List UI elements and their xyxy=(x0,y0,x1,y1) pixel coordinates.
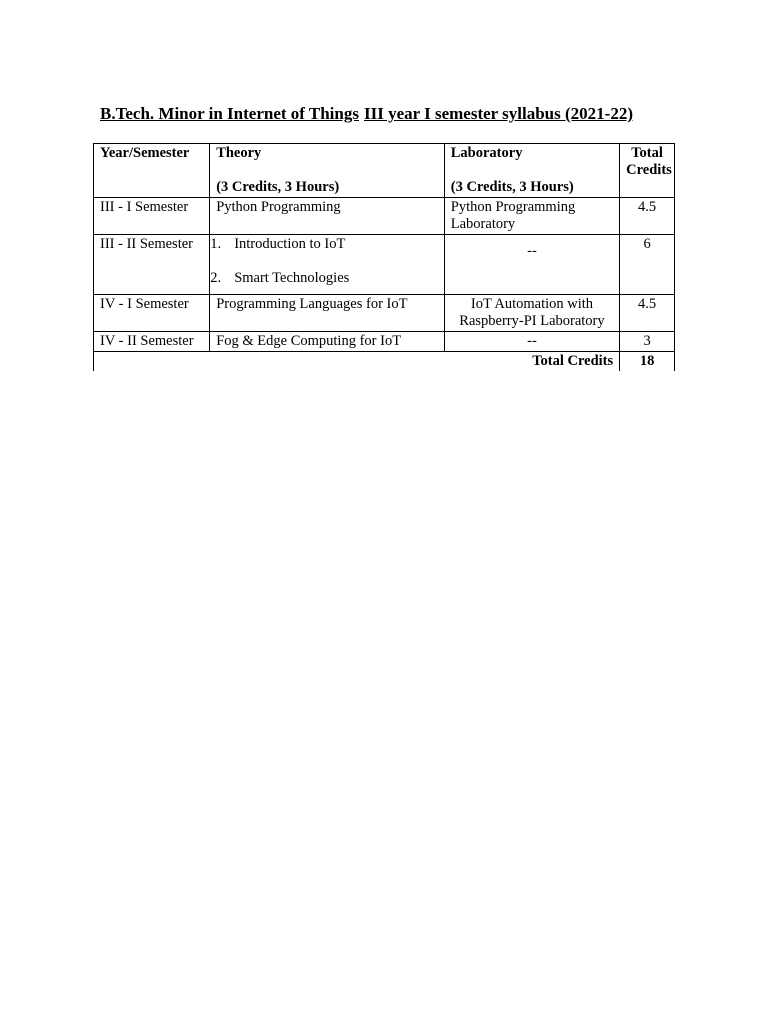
header-theory-label: Theory xyxy=(216,145,262,161)
row-lab: IoT Automation with Raspberry-PI Laboratory xyxy=(444,295,619,332)
total-row xyxy=(94,352,675,372)
header-year-semester: Year/Semester xyxy=(94,144,210,198)
document-title xyxy=(100,103,633,125)
header-theory xyxy=(210,144,445,198)
list-item-text: Smart Technologies xyxy=(234,270,350,286)
table-row xyxy=(94,332,675,352)
list-item-text: Introduction to IoT xyxy=(234,236,346,252)
header-theory-credits: (3 Credits, 3 Hours) xyxy=(216,179,340,195)
total-credits-label: Total Credits xyxy=(94,352,620,372)
row-semester: IV - II Semester xyxy=(94,332,210,352)
row-credits: 3 xyxy=(620,332,675,352)
header-laboratory xyxy=(444,144,619,198)
row-lab: -- xyxy=(444,235,619,295)
header-total-credits: Total Credits xyxy=(620,144,675,198)
row-semester: IV - I Semester xyxy=(94,295,210,332)
title-program: B.Tech. Minor in Internet of Things xyxy=(100,104,359,123)
syllabus-table xyxy=(93,143,675,371)
list-item-number: 2. xyxy=(210,270,222,286)
list-item xyxy=(210,236,438,253)
row-theory: Programming Languages for IoT xyxy=(210,295,445,332)
row-credits: 6 xyxy=(620,235,675,295)
row-theory-list xyxy=(210,235,445,295)
total-credits-value: 18 xyxy=(620,352,675,372)
table-header-row xyxy=(94,144,675,198)
row-lab: -- xyxy=(444,332,619,352)
row-semester: III - II Semester xyxy=(94,235,210,295)
header-laboratory-credits: (3 Credits, 3 Hours) xyxy=(450,179,574,195)
table-row xyxy=(94,198,675,235)
row-credits: 4.5 xyxy=(620,198,675,235)
table-row xyxy=(94,235,675,295)
row-semester: III - I Semester xyxy=(94,198,210,235)
row-theory: Python Programming xyxy=(210,198,445,235)
title-semester: III year I semester syllabus (2021-22) xyxy=(363,104,633,123)
list-item-number: 1. xyxy=(210,236,222,252)
list-item xyxy=(210,270,438,287)
row-credits: 4.5 xyxy=(620,295,675,332)
row-theory: Fog & Edge Computing for IoT xyxy=(210,332,445,352)
table-row xyxy=(94,295,675,332)
header-laboratory-label: Laboratory xyxy=(450,145,523,161)
row-lab: Python Programming Laboratory xyxy=(444,198,619,235)
